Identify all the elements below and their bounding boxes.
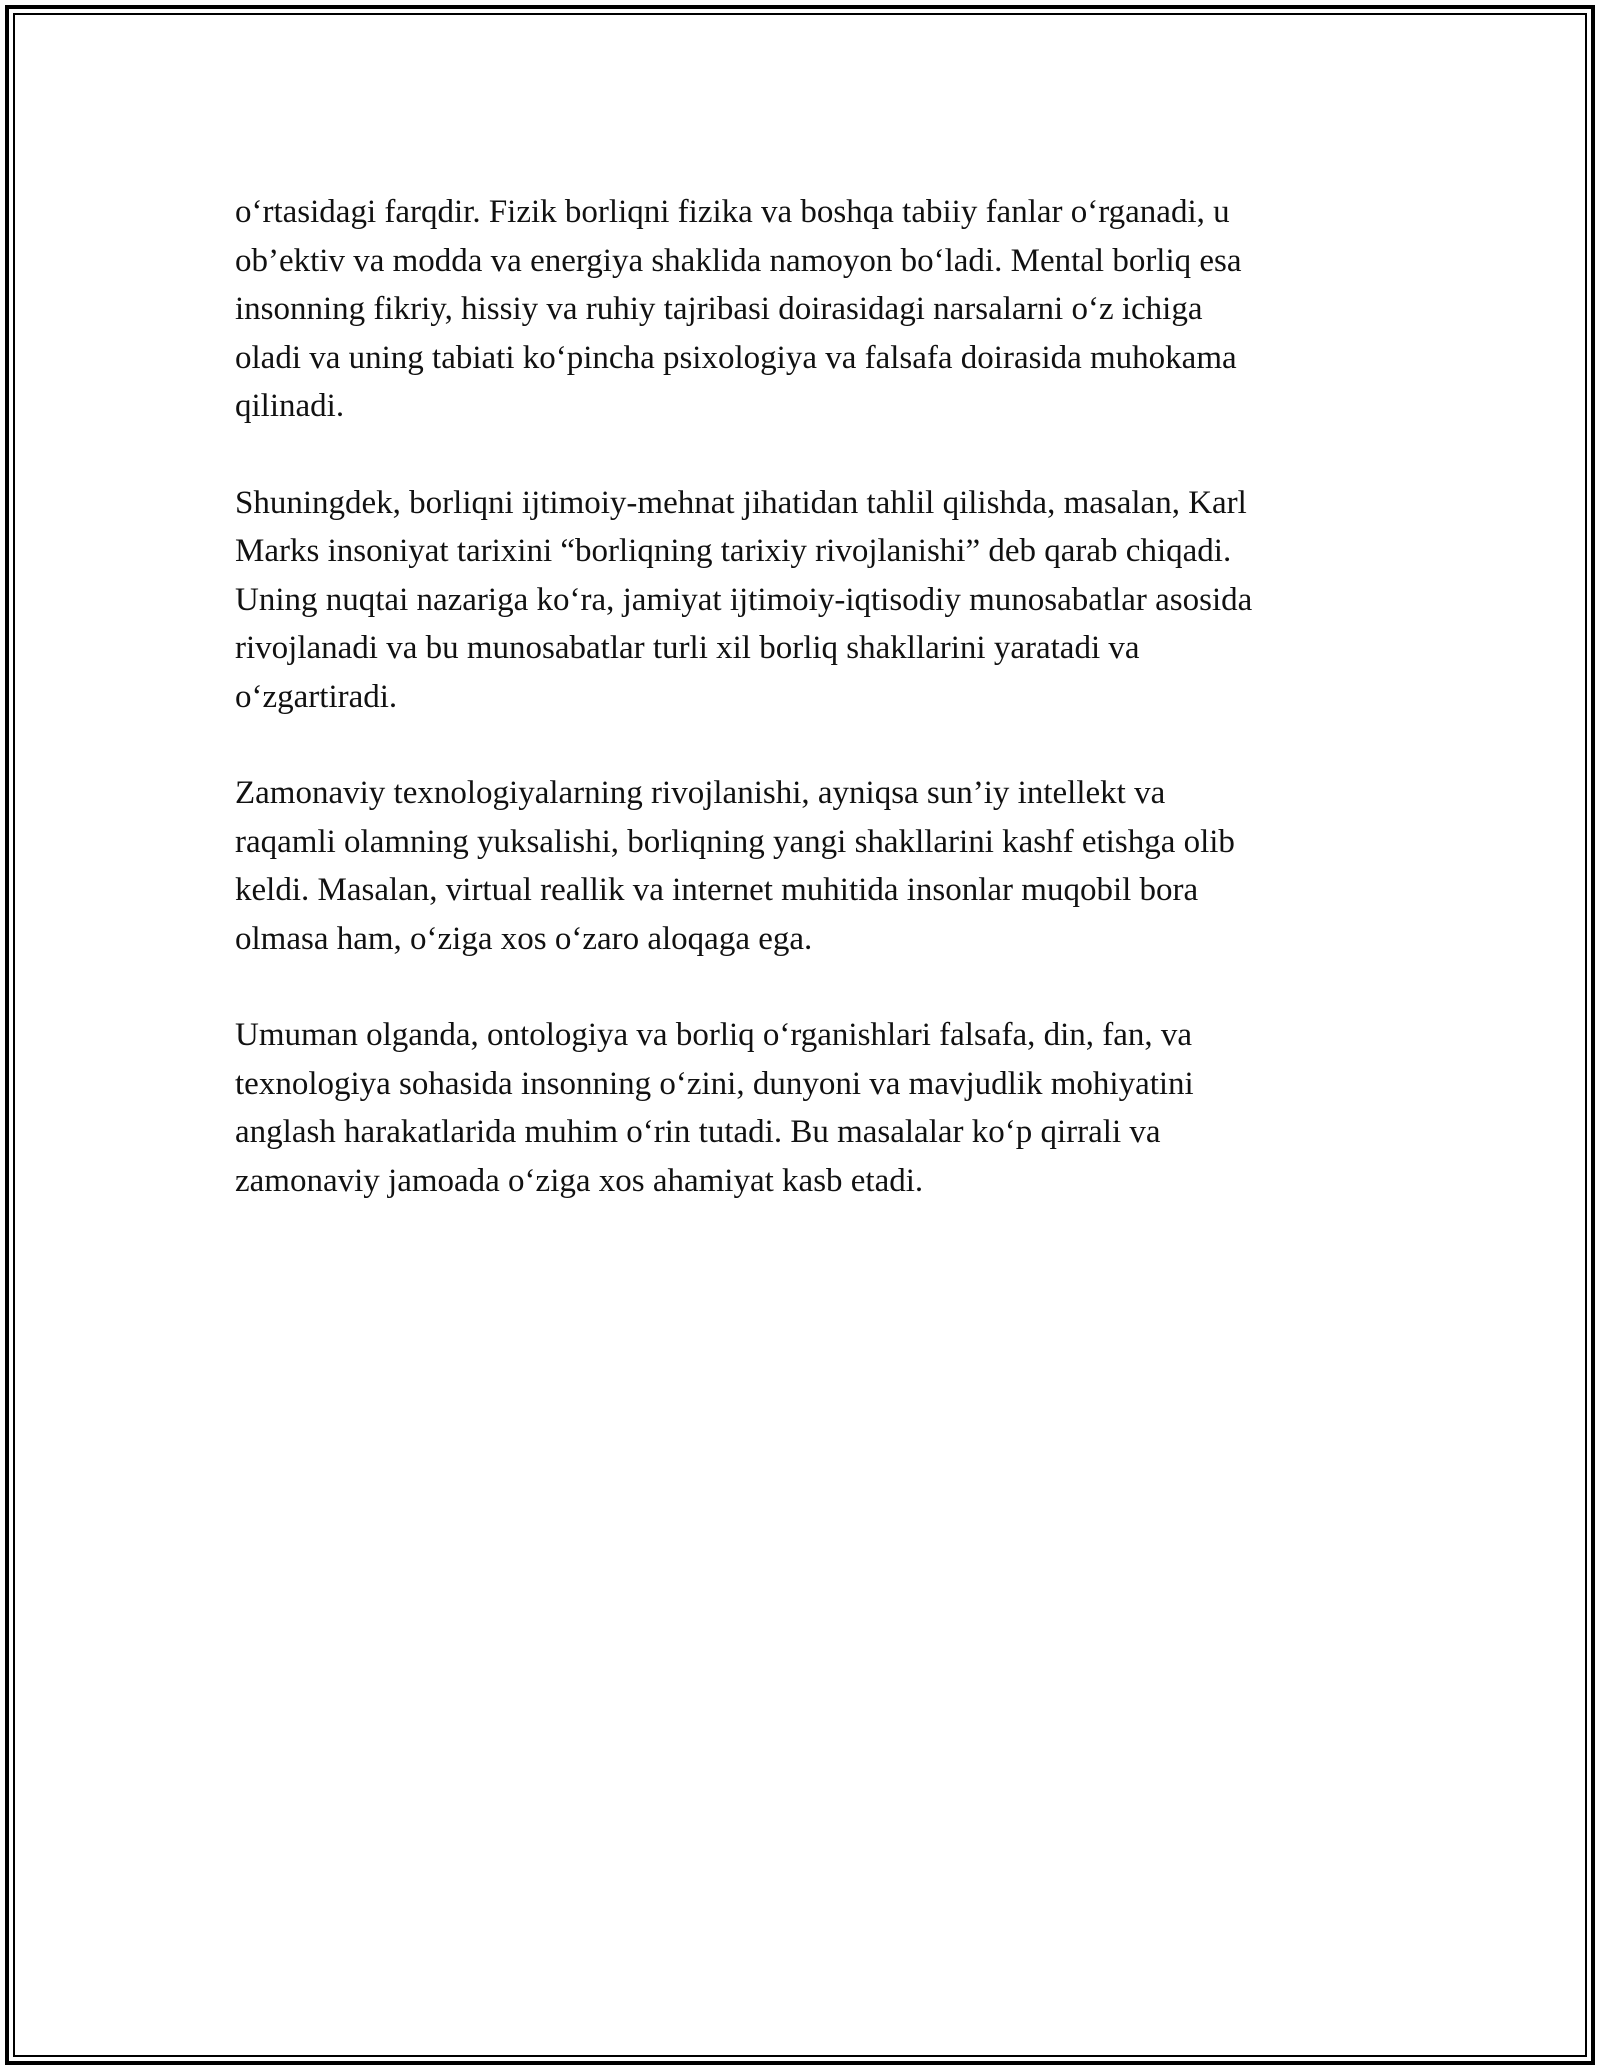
paragraph-2 (235, 479, 1390, 722)
text-line: insonning fikriy, hissiy va ruhiy tajribasi doirasidagi narsalarni o‘z ichiga (235, 291, 1203, 327)
text-line: Shuningdek, borliqni ijtimoiy-mehnat jihatidan tahlil qilishda, masalan, Karl (235, 484, 1247, 521)
text-line: o‘rtasidagi farqdir. Fizik borliqni fizika va boshqa tabiiy fanlar o‘rganadi, u (235, 194, 1230, 230)
text-line: anglash harakatlarida muhim o‘rin tutadi. Bu masalalar ko‘p qirrali va (235, 1114, 1161, 1150)
text-line: olmasa ham, o‘ziga xos o‘zaro aloqaga ega. (235, 920, 813, 957)
text-line: Zamonaviy texnologiyalarning rivojlanishi, ayniqsa sun’iy intellekt va (235, 775, 1166, 811)
text-line: rivojlanadi va bu munosabatlar turli xil borliq shakllarini yaratadi va (235, 630, 1140, 666)
text-line: Marks insoniyat tarixini “borliqning tarixiy rivojlanishi” deb qarab chiqadi. (235, 533, 1232, 569)
paragraph-1 (235, 188, 1390, 431)
document-body (235, 188, 1390, 1253)
text-line: o‘zgartiradi. (235, 678, 398, 715)
text-line: qilinadi. (235, 388, 345, 424)
text-line: Umuman olganda, ontologiya va borliq o‘rganishlari falsafa, din, fan, va (235, 1017, 1193, 1053)
text-line: ob’ektiv va modda va energiya shaklida namoyon bo‘ladi. Mental borliq esa (235, 242, 1242, 279)
text-line: texnologiya sohasida insonning o‘zini, dunyoni va mavjudlik mohiyatini (235, 1065, 1194, 1102)
text-line: raqamli olamning yuksalishi, borliqning yangi shakllarini kashf etishga olib (235, 823, 1235, 860)
paragraph-3 (235, 769, 1390, 963)
paragraph-4 (235, 1011, 1390, 1205)
text-line: Uning nuqtai nazariga ko‘ra, jamiyat ijtimoiy-iqtisodiy munosabatlar asosida (235, 581, 1253, 618)
text-line: oladi va uning tabiati ko‘pincha psixologiya va falsafa doirasida muhokama (235, 339, 1237, 376)
text-line: zamonaviy jamoada o‘ziga xos ahamiyat kasb etadi. (235, 1162, 924, 1199)
text-line: keldi. Masalan, virtual reallik va internet muhitida insonlar muqobil bora (235, 872, 1199, 908)
